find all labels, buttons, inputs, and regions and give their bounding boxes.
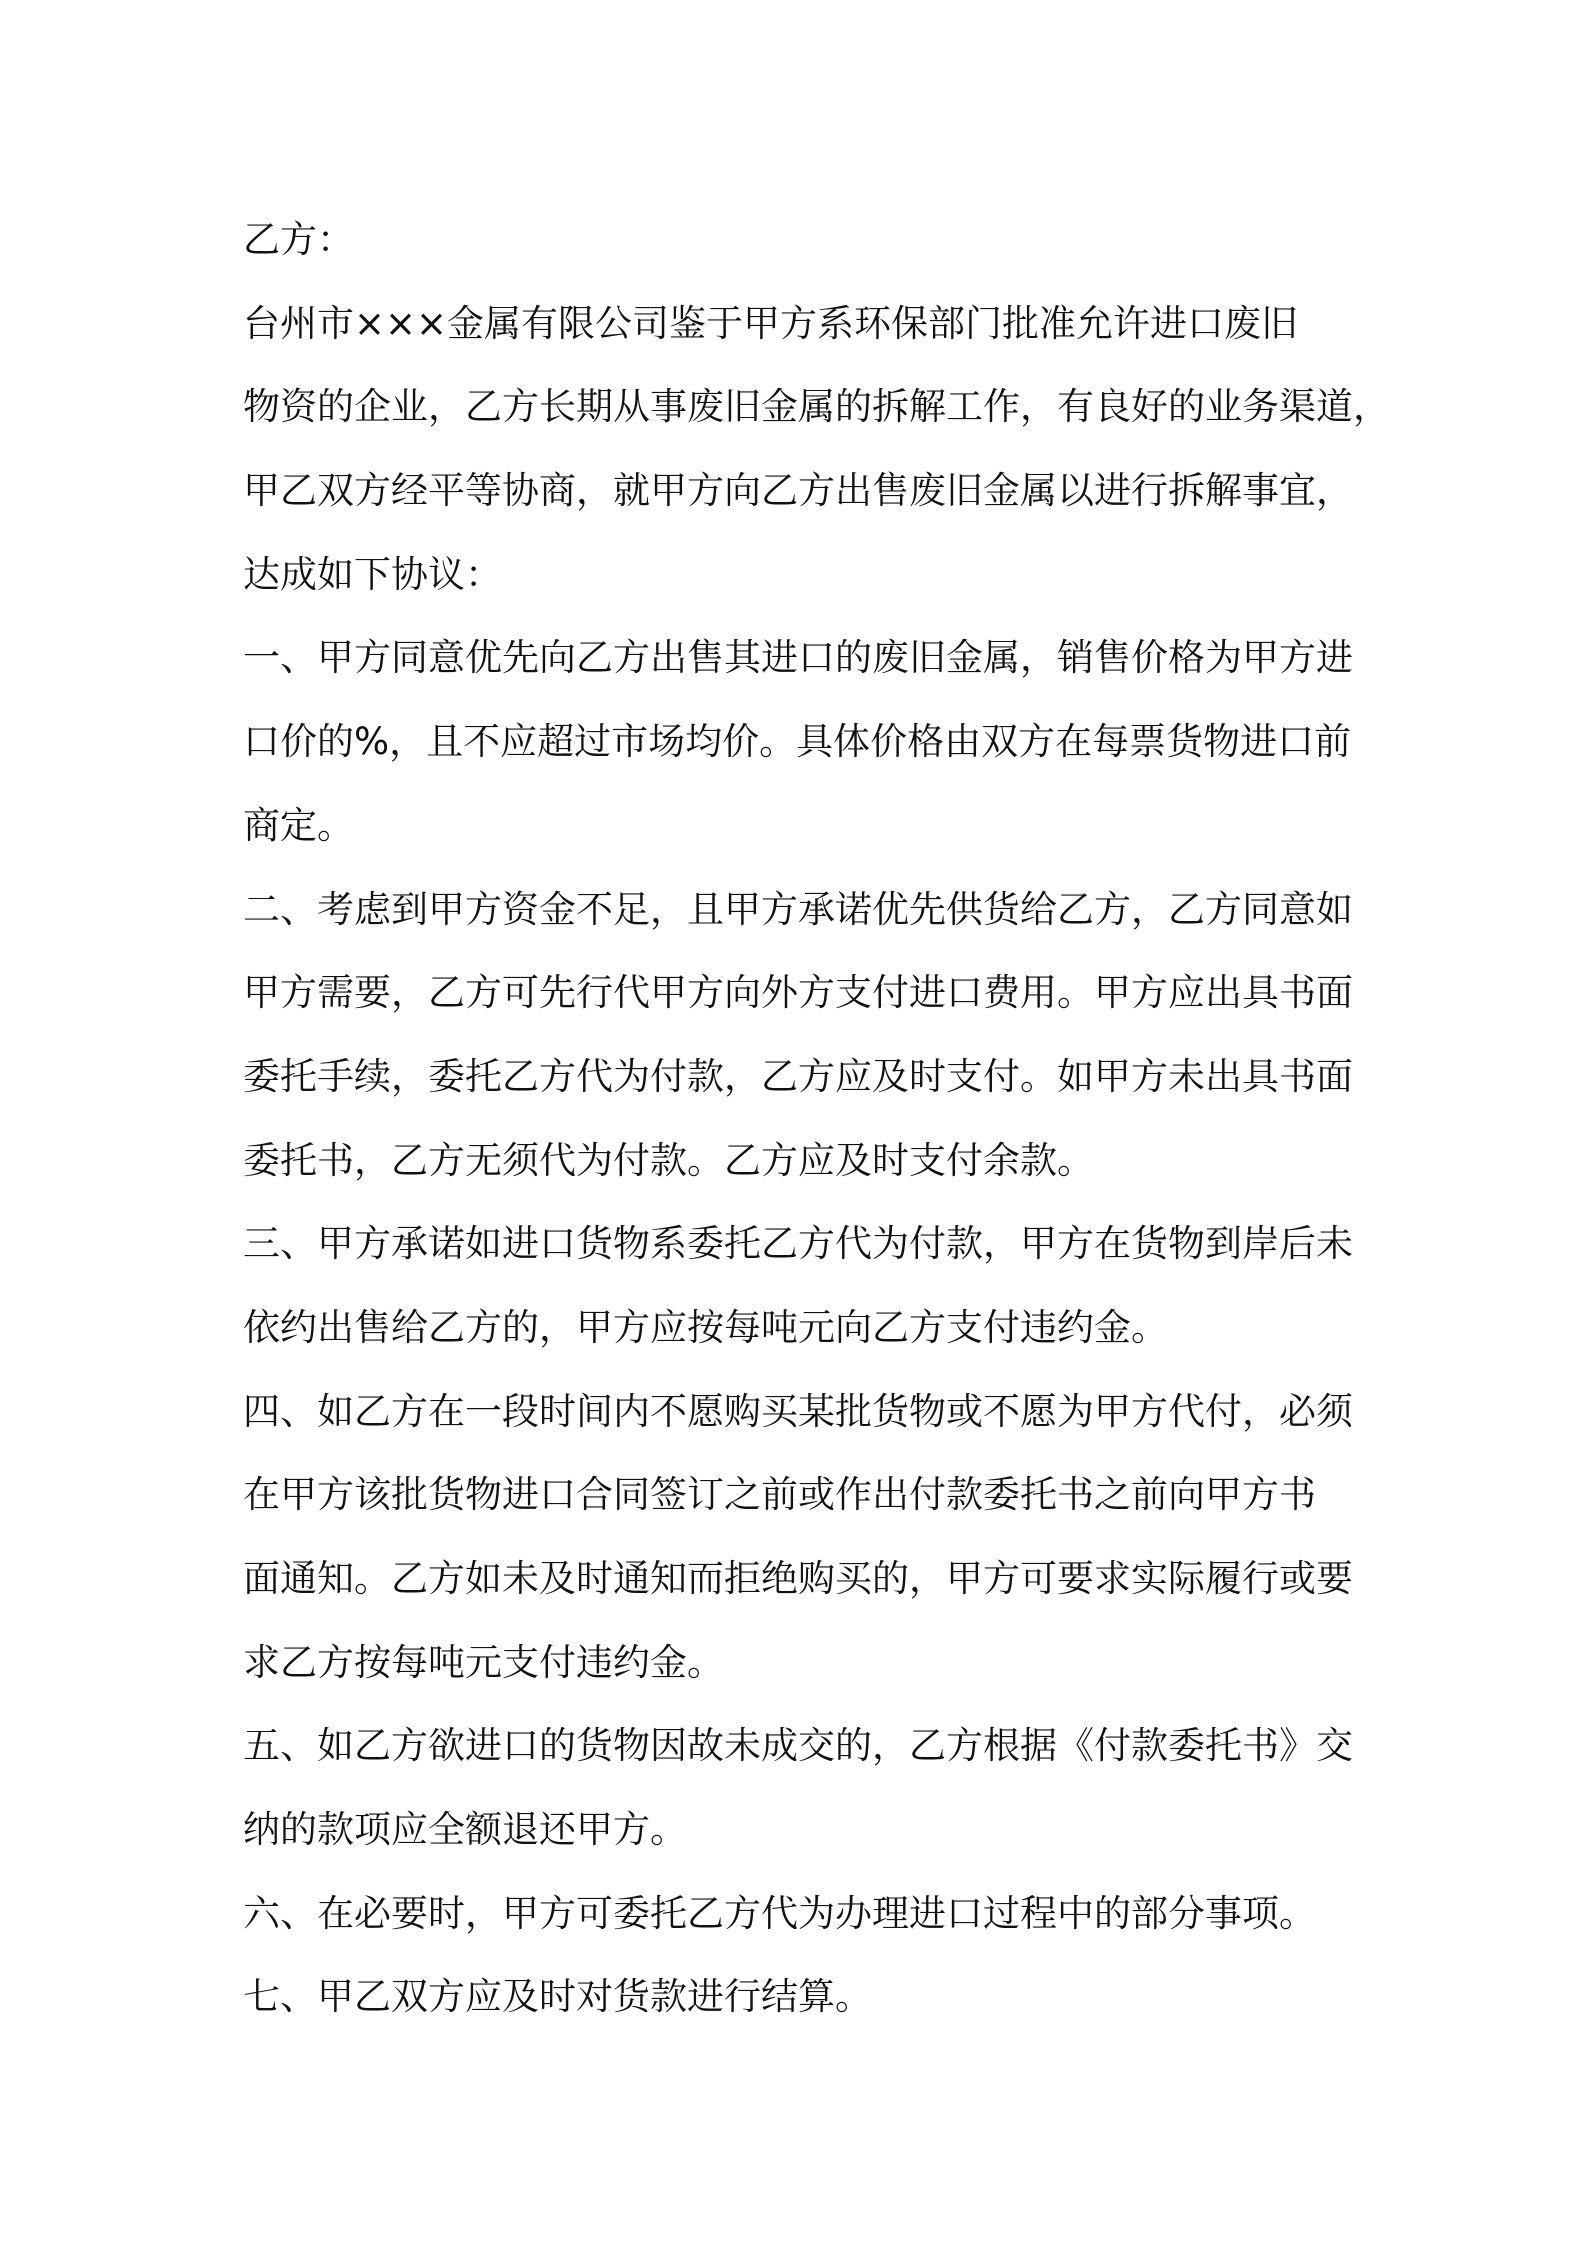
text-line: 物资的企业，乙方长期从事废旧金属的拆解工作，有良好的业务渠道， xyxy=(243,385,1390,429)
text-line: 甲乙双方经平等协商，就甲方向乙方出售废旧金属以进行拆解事宜， xyxy=(243,469,1353,513)
party-b-line xyxy=(243,198,1358,282)
text-line: 一、甲方同意优先向乙方出售其进口的废旧金属，销售价格为甲方进 xyxy=(243,636,1353,680)
preamble-paragraph xyxy=(243,282,1390,617)
clause-7-paragraph xyxy=(243,1955,1358,2039)
clause-6-paragraph xyxy=(243,1872,1358,1956)
text-line: 台州市×××金属有限公司鉴于甲方系环保部门批准允许进口废旧 xyxy=(243,301,1299,345)
text-line: 三、甲方承诺如进口货物系委托乙方代为付款，甲方在货物到岸后未 xyxy=(243,1222,1353,1266)
document-body xyxy=(243,198,1390,2039)
clause-4-paragraph xyxy=(243,1370,1358,1705)
text-line: 纳的款项应全额退还甲方。 xyxy=(243,1808,687,1852)
text-line: 依约出售给乙方的，甲方应按每吨元向乙方支付违约金。 xyxy=(243,1305,1168,1349)
text-line: 口价的%，且不应超过市场均价。具体价格由双方在每票货物进口前 xyxy=(243,720,1352,764)
text-line: 二、考虑到甲方资金不足，且甲方承诺优先供货给乙方，乙方同意如 xyxy=(243,887,1353,931)
text-line: 达成如下协议： xyxy=(243,552,502,596)
text-line: 商定。 xyxy=(243,803,354,847)
clause-1-paragraph xyxy=(243,616,1358,867)
text-line: 在甲方该批货物进口合同签订之前或作出付款委托书之前向甲方书 xyxy=(243,1473,1316,1517)
text-line: 面通知。乙方如未及时通知而拒绝购买的，甲方可要求实际履行或要 xyxy=(243,1557,1353,1600)
clause-3-paragraph xyxy=(243,1202,1358,1369)
clause-2-paragraph xyxy=(243,868,1358,1203)
text-line: 委托书，乙方无须代为付款。乙方应及时支付余款。 xyxy=(243,1138,1094,1182)
text-line: 四、如乙方在一段时间内不愿购买某批货物或不愿为甲方代付，必须 xyxy=(243,1389,1353,1433)
text-line: 乙方： xyxy=(243,218,354,261)
text-line: 六、在必要时，甲方可委托乙方代为办理进口过程中的部分事项。 xyxy=(243,1891,1316,1935)
text-line: 求乙方按每吨元支付违约金。 xyxy=(243,1640,724,1684)
clause-5-paragraph xyxy=(243,1704,1358,1871)
text-line: 委托手续，委托乙方代为付款，乙方应及时支付。如甲方未出具书面 xyxy=(243,1054,1353,1098)
text-line: 五、如乙方欲进口的货物因故未成交的，乙方根据《付款委托书》交 xyxy=(243,1724,1353,1768)
text-line: 甲方需要，乙方可先行代甲方向外方支付进口费用。甲方应出具书面 xyxy=(243,971,1353,1015)
text-line: 七、甲乙双方应及时对货款进行结算。 xyxy=(243,1975,872,2019)
